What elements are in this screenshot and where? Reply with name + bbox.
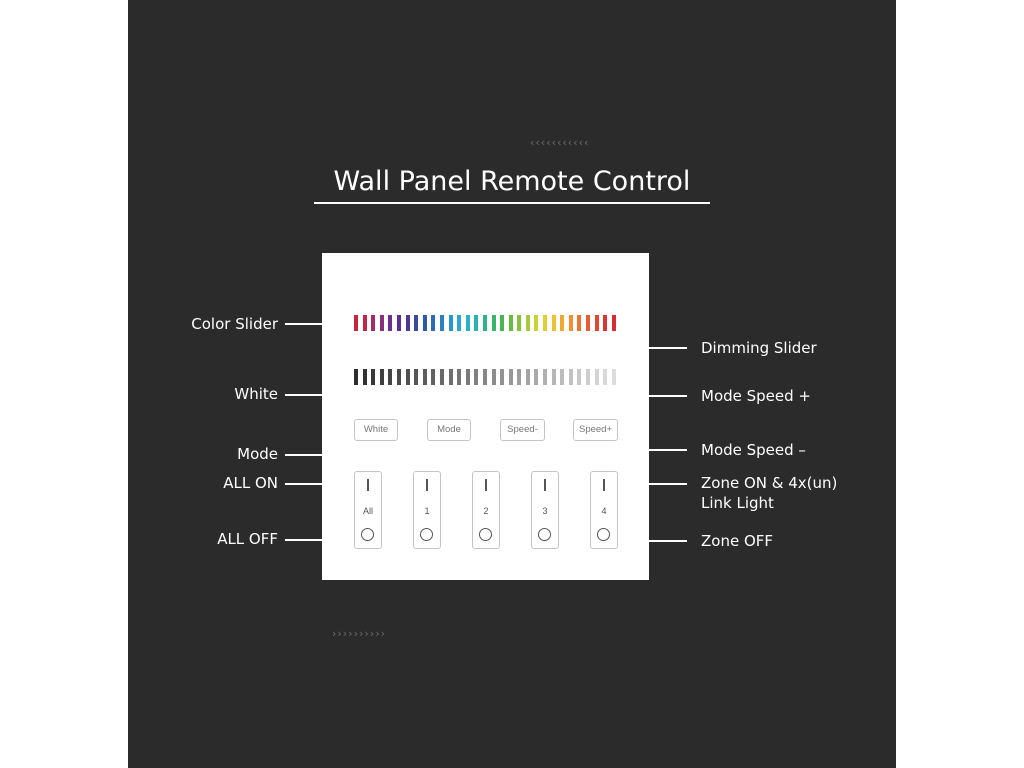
leader-line-zone-off xyxy=(649,540,687,542)
callout-color-slider: Color Slider xyxy=(191,315,278,333)
color-slider-segment[interactable] xyxy=(509,315,513,331)
leader-line-mode-speed-minus xyxy=(649,449,687,451)
dimming-slider-segment[interactable] xyxy=(388,369,392,385)
off-circle-icon[interactable] xyxy=(479,528,492,541)
on-bar-icon[interactable] xyxy=(603,479,605,491)
color-slider-segment[interactable] xyxy=(534,315,538,331)
dimming-slider-segment[interactable] xyxy=(406,369,410,385)
dimming-slider-segment[interactable] xyxy=(526,369,530,385)
color-slider-segment[interactable] xyxy=(492,315,496,331)
zone-button-label: 2 xyxy=(483,506,489,516)
dimming-slider-segment[interactable] xyxy=(363,369,367,385)
leader-line-all-on xyxy=(285,483,322,485)
color-slider-segment[interactable] xyxy=(500,315,504,331)
dimming-slider[interactable] xyxy=(354,369,616,385)
zone-button-2[interactable] xyxy=(472,471,500,549)
color-slider-segment[interactable] xyxy=(560,315,564,331)
bottom-chevron-decoration: ›››››››››› xyxy=(332,627,386,640)
off-circle-icon[interactable] xyxy=(597,528,610,541)
dimming-slider-segment[interactable] xyxy=(517,369,521,385)
callout-dimming-slider: Dimming Slider xyxy=(701,339,817,357)
color-slider-segment[interactable] xyxy=(612,315,616,331)
dimming-slider-segment[interactable] xyxy=(483,369,487,385)
dimming-slider-segment[interactable] xyxy=(534,369,538,385)
color-slider-segment[interactable] xyxy=(457,315,461,331)
zone-button-label: All xyxy=(362,506,373,516)
color-slider-segment[interactable] xyxy=(371,315,375,331)
dimming-slider-segment[interactable] xyxy=(552,369,556,385)
zone-button-label: 3 xyxy=(542,506,548,516)
zone-button-4[interactable] xyxy=(590,471,618,549)
dimming-slider-segment[interactable] xyxy=(371,369,375,385)
dimming-slider-segment[interactable] xyxy=(577,369,581,385)
dimming-slider-segment[interactable] xyxy=(603,369,607,385)
callout-zone-on-line1: Zone ON & 4x(un) xyxy=(701,474,838,492)
dimming-slider-segment[interactable] xyxy=(380,369,384,385)
color-slider-segment[interactable] xyxy=(577,315,581,331)
color-slider-segment[interactable] xyxy=(388,315,392,331)
leader-line-dimming-slider xyxy=(649,347,687,349)
color-slider-segment[interactable] xyxy=(397,315,401,331)
white-button[interactable]: White xyxy=(354,419,398,441)
callout-all-off: ALL OFF xyxy=(217,530,278,548)
dimming-slider-segment[interactable] xyxy=(474,369,478,385)
zone-button-label: 4 xyxy=(601,506,607,516)
dimming-slider-segment[interactable] xyxy=(466,369,470,385)
speed-minus-button[interactable]: Speed- xyxy=(500,419,545,441)
callout-mode-speed-plus: Mode Speed + xyxy=(701,387,811,405)
callout-mode-speed-minus: Mode Speed – xyxy=(701,441,806,459)
zone-button-label: 1 xyxy=(424,506,430,516)
color-slider-segment[interactable] xyxy=(363,315,367,331)
diagram-canvas xyxy=(128,0,896,768)
dimming-slider-segment[interactable] xyxy=(397,369,401,385)
callout-white: White xyxy=(234,385,278,403)
color-slider-segment[interactable] xyxy=(543,315,547,331)
dimming-slider-segment[interactable] xyxy=(500,369,504,385)
color-slider-segment[interactable] xyxy=(449,315,453,331)
dimming-slider-segment[interactable] xyxy=(354,369,358,385)
leader-line-all-off xyxy=(285,539,322,541)
color-slider-segment[interactable] xyxy=(517,315,521,331)
on-bar-icon[interactable] xyxy=(367,479,369,491)
color-slider-segment[interactable] xyxy=(603,315,607,331)
zone-button-3[interactable] xyxy=(531,471,559,549)
color-slider-segment[interactable] xyxy=(526,315,530,331)
mode-button[interactable]: Mode xyxy=(427,419,471,441)
color-slider-segment[interactable] xyxy=(423,315,427,331)
dimming-slider-segment[interactable] xyxy=(569,369,573,385)
dimming-slider-segment[interactable] xyxy=(543,369,547,385)
on-bar-icon[interactable] xyxy=(544,479,546,491)
leader-line-color-slider xyxy=(285,323,322,325)
dimming-slider-segment[interactable] xyxy=(612,369,616,385)
leader-line-zone-on xyxy=(649,483,687,485)
callout-zone-off: Zone OFF xyxy=(701,532,774,550)
dimming-slider-segment[interactable] xyxy=(586,369,590,385)
color-slider-segment[interactable] xyxy=(483,315,487,331)
off-circle-icon[interactable] xyxy=(538,528,551,541)
dimming-slider-segment[interactable] xyxy=(492,369,496,385)
color-slider-segment[interactable] xyxy=(569,315,573,331)
color-slider-segment[interactable] xyxy=(474,315,478,331)
color-slider-segment[interactable] xyxy=(380,315,384,331)
color-slider-segment[interactable] xyxy=(595,315,599,331)
off-circle-icon[interactable] xyxy=(420,528,433,541)
diagram-title: Wall Panel Remote Control xyxy=(333,166,691,197)
color-slider-segment[interactable] xyxy=(552,315,556,331)
top-chevron-decoration: ‹‹‹‹‹‹‹‹‹‹‹ xyxy=(530,136,590,149)
color-slider-segment[interactable] xyxy=(466,315,470,331)
zone-button-1[interactable] xyxy=(413,471,441,549)
title-underline xyxy=(314,202,710,204)
color-slider-segment[interactable] xyxy=(414,315,418,331)
on-bar-icon[interactable] xyxy=(485,479,487,491)
leader-line-mode xyxy=(285,454,322,456)
off-circle-icon[interactable] xyxy=(361,528,374,541)
dimming-slider-segment[interactable] xyxy=(449,369,453,385)
dimming-slider-segment[interactable] xyxy=(509,369,513,385)
dimming-slider-segment[interactable] xyxy=(595,369,599,385)
wall-panel xyxy=(322,253,649,580)
callout-mode: Mode xyxy=(237,445,278,463)
speed-plus-button[interactable]: Speed+ xyxy=(573,419,618,441)
dimming-slider-segment[interactable] xyxy=(440,369,444,385)
dimming-slider-segment[interactable] xyxy=(423,369,427,385)
color-slider-segment[interactable] xyxy=(440,315,444,331)
color-slider-segment[interactable] xyxy=(354,315,358,331)
color-slider[interactable] xyxy=(354,315,616,331)
color-slider-segment[interactable] xyxy=(431,315,435,331)
color-slider-segment[interactable] xyxy=(586,315,590,331)
callout-all-on: ALL ON xyxy=(223,474,278,492)
on-bar-icon[interactable] xyxy=(426,479,428,491)
dimming-slider-segment[interactable] xyxy=(431,369,435,385)
color-slider-segment[interactable] xyxy=(406,315,410,331)
callout-zone-on-line2: Link Light xyxy=(701,494,774,512)
dimming-slider-segment[interactable] xyxy=(457,369,461,385)
callout-zone-on xyxy=(701,473,837,513)
leader-line-white xyxy=(285,394,322,396)
dimming-slider-segment[interactable] xyxy=(560,369,564,385)
leader-line-mode-speed-plus xyxy=(649,395,687,397)
dimming-slider-segment[interactable] xyxy=(414,369,418,385)
zone-button-all[interactable] xyxy=(354,471,382,549)
